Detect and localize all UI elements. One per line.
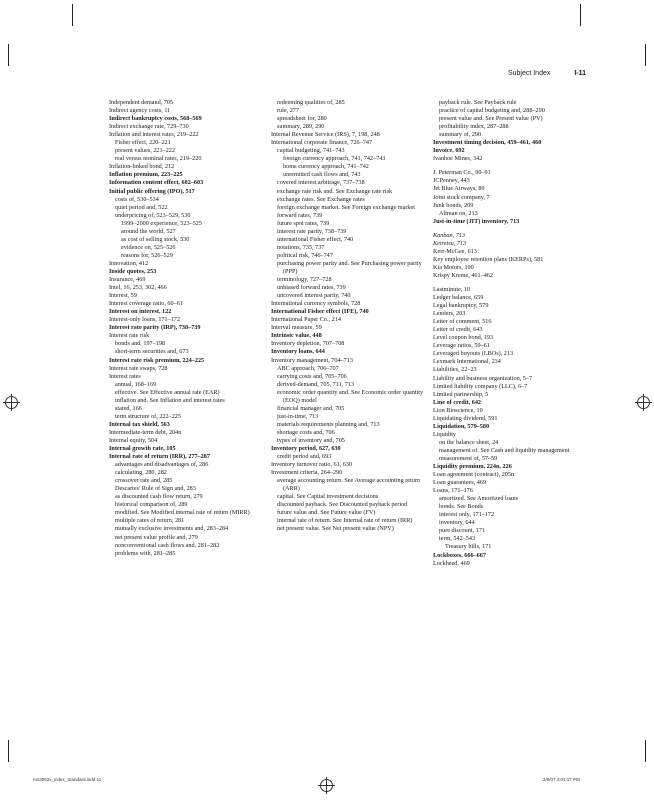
index-entry: Interest rate swaps, 728: [109, 364, 168, 372]
registration-mark-right: [637, 396, 650, 409]
index-entry: Kanban, 713: [433, 231, 465, 239]
index-subentry: multiple rates of return, 281: [115, 517, 185, 525]
index-subentry: Fisher effect, 220–221: [115, 139, 171, 147]
index-subentry: future spot rates, 739: [277, 219, 330, 227]
index-column-3: [433, 99, 595, 568]
index-subentry: average accounting return. See Average accounting return (ARR): [277, 477, 420, 493]
index-subentry: capital budgeting, 741–743: [277, 147, 345, 155]
index-subentry: crossover rate and, 285: [115, 477, 173, 485]
index-entry: Interval measure, 59: [271, 324, 322, 332]
index-entry: Liquidity premium, 224n, 226: [433, 463, 512, 471]
index-subentry: foreign exchange market. See Foreign exchange market: [277, 203, 415, 211]
index-entry: Lexmark International, 234: [433, 358, 501, 366]
index-entry: Internal growth rate, 105: [109, 445, 176, 453]
index-subentry: management of. See Cash and liquidity management: [439, 446, 570, 454]
index-entry: Line of credit, 642: [433, 398, 482, 406]
index-entry: J. Peterman Co., 90–91: [433, 169, 491, 177]
index-entry: Level coupon bond, 193: [433, 334, 494, 342]
index-entry: Internal rate of return (IRR), 277–287: [109, 453, 210, 461]
index-entry: Letter of comment, 516: [433, 318, 492, 326]
index-entry: Interest-only loans, 171–172: [109, 316, 180, 324]
index-entry: Letter of credit, 643: [433, 326, 483, 334]
index-subentry: pure discount, 171: [439, 527, 485, 535]
index-entry: Information content effect, 602–603: [109, 179, 204, 187]
index-entry: Interest rate parity (IRP), 738–739: [109, 324, 201, 332]
index-subentry: underpricing of, 523–529, 530: [115, 211, 191, 219]
index-subentry: Altman on, 213: [439, 209, 478, 217]
index-subentry: annual, 168–169: [115, 380, 157, 388]
index-subentry: evidence on, 525–526: [121, 243, 176, 251]
index-subentry: terminology, 727–728: [277, 276, 332, 284]
index-subentry: discounted payback. See Discounted payback period: [277, 501, 408, 509]
index-entry: Investment criteria, 264–290: [271, 469, 343, 477]
index-subentry: measurement of, 57–59: [439, 454, 498, 462]
index-subentry: stated, 166: [115, 404, 142, 412]
index-subentry: reasons for, 526–529: [121, 251, 173, 259]
index-entry: Internal tax shield, 563: [109, 420, 170, 428]
index-entry: Loan guarantees, 469: [433, 479, 487, 487]
index-entry: Krispy Kreme, 461–462: [433, 271, 493, 279]
crop-mark: [72, 4, 73, 26]
index-entry: Interest, 59: [109, 292, 137, 300]
index-entry: Inflation-linked bond, 212: [109, 163, 175, 171]
crop-mark: [580, 4, 581, 26]
crop-mark: [645, 740, 646, 762]
index-subentry: home currency approach, 741–742: [283, 163, 369, 171]
index-entry: Interest rate risk premium, 224–225: [109, 356, 205, 364]
index-entry: Loan agreement (contract), 205n: [433, 471, 515, 479]
index-subentry: historical comparison of, 289: [115, 501, 188, 509]
index-entry: Loans, 171–176: [433, 487, 473, 495]
index-entry: Inventory period, 627, 630: [271, 445, 341, 453]
index-subentry: carrying costs and, 705–706: [277, 372, 347, 380]
index-subentry: Treasury bills, 171: [445, 543, 492, 551]
index-subentry: notations, 735, 737: [277, 243, 325, 251]
index-entry: International currency symbols, 728: [271, 300, 361, 308]
index-subentry: net present value. See Net present value (NPV): [277, 525, 394, 533]
index-entry: Internal equity, 504: [109, 436, 158, 444]
index-subentry: summary of, 290: [439, 131, 482, 139]
crop-mark: [645, 44, 646, 66]
index-entry: Key employee retention plans (KERPs), 581: [433, 255, 544, 263]
index-subentry: problems with, 281–285: [115, 549, 176, 557]
index-entry: Interest coverage ratio, 60–61: [109, 300, 183, 308]
index-subentry: economic order quantity and. See Economic order quantity (EOQ) model: [277, 388, 424, 404]
index-entry: Leverage ratios, 59–61: [433, 342, 490, 350]
index-entry: Liquidity: [433, 430, 457, 438]
index-entry: Kerr-McGee, 613: [433, 247, 477, 255]
index-entry: Inventory management, 704–713: [271, 356, 353, 364]
index-entry: Liability and business organization, 5–7: [433, 374, 533, 382]
registration-mark-bottom: [320, 779, 333, 792]
index-subentry: future value and. See Future value (FV): [277, 509, 376, 517]
index-entry: Lockheed, 469: [433, 559, 470, 567]
index-entry: Insurance, 469: [109, 276, 146, 284]
index-entry: JCPenney, 443: [433, 177, 470, 185]
index-entry: Independent demand, 705: [109, 99, 174, 106]
index-subentry: 1999–2000 experience, 523–525: [121, 219, 202, 227]
index-subentry: advantages and disadvantages of, 286: [115, 461, 209, 469]
index-subentry: bonds. See Bonds: [439, 503, 484, 511]
index-entry: Internal Revenue Service (IRS), 7, 198, 248: [271, 131, 380, 139]
index-subentry: Descartes' Rule of Sign and, 283: [115, 485, 196, 493]
index-subentry: term structure of, 222–225: [115, 412, 181, 420]
index-subentry: unremitted cash flows and, 743: [283, 171, 361, 179]
index-subentry: practice of capital budgeting and, 288–290: [439, 107, 545, 115]
index-entry: Legal bankruptcy, 579: [433, 302, 489, 310]
index-subentry: financial manager and, 705: [277, 404, 345, 412]
index-subentry: unbiased forward rates, 739: [277, 284, 346, 292]
crop-mark: [8, 740, 9, 762]
page-number: I-11: [574, 70, 586, 77]
index-subentry: redeeming qualities of, 285: [277, 99, 345, 106]
section-title: Subject Index: [507, 70, 551, 77]
index-entry: Leveraged buyouts (LBOs), 213: [433, 350, 514, 358]
index-subentry: inventory, 644: [439, 519, 475, 527]
index-entry: Lenders, 203: [433, 310, 466, 318]
index-entry: Inflation and interest rates, 219–222: [109, 131, 199, 139]
index-subentry: profitability index, 287–288: [439, 123, 509, 131]
index-subentry: calculating, 280, 282: [115, 469, 167, 477]
index-entry: Lockboxes, 666–667: [433, 551, 486, 559]
index-subentry: rule, 277: [277, 107, 299, 115]
index-column-1: [109, 99, 271, 558]
index-entry: Initial public offering (IPO), 517: [109, 187, 195, 195]
index-entry: Just-in-time (JIT) inventory, 713: [433, 217, 520, 225]
index-subentry: present values, 221–222: [115, 147, 175, 155]
index-entry: Invoice, 692: [433, 147, 465, 155]
index-entry: Intel, 16, 253, 302, 466: [109, 284, 167, 292]
index-subentry: derived-demand, 705, 711, 713: [277, 380, 355, 388]
index-entry: Inventory loans, 644: [271, 348, 325, 356]
index-subentry: covered interest arbitrage, 737–738: [277, 179, 365, 187]
running-header: [508, 70, 586, 77]
footer-timestamp: 2/9/07 4:01:17 PM: [543, 777, 580, 782]
index-subentry: bonds and, 197–198: [115, 340, 166, 348]
index-subentry: spreadsheet for, 280: [277, 115, 327, 123]
index-subentry: around the world, 527: [121, 227, 176, 235]
crop-mark: [8, 44, 9, 66]
index-subentry: costs of, 530–534: [115, 195, 159, 203]
index-entry: Lion Bioscience, 10: [433, 406, 483, 414]
index-subentry: exchange rates. See Exchange rates: [277, 195, 365, 203]
index-subentry: foreign currency approach, 741, 742–743: [283, 155, 386, 163]
index-entry: International Paper Co., 214: [271, 316, 341, 324]
index-entry: International Fisher effect (IFE), 740: [271, 308, 369, 316]
footer-file-slug: ros3062x_index_Standard.indd 11: [33, 777, 102, 782]
index-subentry: present value and. See Present value (PV): [439, 115, 543, 123]
index-subentry: term, 542–543: [439, 535, 476, 543]
index-entry: Jet Blue Airways, 89: [433, 185, 485, 193]
index-entry: Ledger balance, 659: [433, 294, 484, 302]
index-subentry: shortage costs and, 706: [277, 428, 335, 436]
index-subentry: international Fisher effect, 740: [277, 235, 354, 243]
index-entry: Liquidating dividend, 591: [433, 414, 498, 422]
index-subentry: types of inventory and, 705: [277, 436, 345, 444]
index-entry: Indirect agency costs, 11: [109, 107, 171, 115]
index-subentry: materials requirements planning and, 713: [277, 420, 380, 428]
index-subentry: short-term securities and, 673: [115, 348, 189, 356]
index-subentry: as discounted cash flow return, 279: [115, 493, 203, 501]
index-entry: Interest rate risk: [109, 332, 150, 340]
index-entry: Kia Motors, 100: [433, 263, 474, 271]
index-entry: Joint stock company, 7: [433, 193, 490, 201]
index-entry: Intermediate-term debt, 204n: [109, 428, 182, 436]
index-subentry: quiet period and, 522: [115, 203, 168, 211]
index-entry: International corporate finance, 726–747: [271, 139, 373, 147]
index-subentry: purchasing power parity and. See Purchasing power parity (PPP): [277, 259, 422, 275]
index-subentry: forward rates, 739: [277, 211, 323, 219]
index-subentry: real versus nominal rates, 219–220: [115, 155, 202, 163]
index-entry: Intrinsic value, 448: [271, 332, 322, 340]
index-column-2: [271, 99, 433, 534]
registration-mark-left: [5, 396, 18, 409]
index-entry: Investment timing decision, 459–461, 460: [433, 139, 542, 147]
index-subentry: exchange rate risk and. See Exchange rate risk: [277, 187, 393, 195]
index-subentry: amortized. See Amortized loans: [439, 495, 519, 503]
index-entry: Limited liability company (LLC), 6–7: [433, 382, 528, 390]
index-subentry: capital. See Capital investment decisions: [277, 493, 379, 501]
index-subentry: summary, 289, 290: [277, 123, 325, 131]
index-entry: Interest on interest, 122: [109, 308, 172, 316]
index-subentry: modified. See Modified internal rate of return (MIRR): [115, 509, 250, 517]
index-entry: Indirect exchange rate, 729–730: [109, 123, 189, 131]
index-entry: Ivanhoe Mines, 342: [433, 155, 483, 163]
index-entry: Inflation premium, 223–225: [109, 171, 183, 179]
index-entry: Lastminute, 10: [433, 285, 471, 293]
index-entry: Liabilities, 22–23: [433, 366, 477, 374]
index-subentry: mutually exclusive investments and, 283–284: [115, 525, 229, 533]
index-subentry: uncovered interest parity, 740: [277, 292, 351, 300]
index-entry: Inside quotes, 253: [109, 267, 157, 275]
index-subentry: political risk, 746–747: [277, 251, 333, 259]
index-subentry: effective. See Effective annual rate (EAR): [115, 388, 220, 396]
index-subentry: net present value profile and, 279: [115, 533, 198, 541]
index-subentry: ABC approach, 706–707: [277, 364, 339, 372]
index-subentry: interest rate parity, 738–739: [277, 227, 347, 235]
index-entry: Inventory turnover ratio, 61, 630: [271, 461, 353, 469]
index-subentry: on the balance sheet, 24: [439, 438, 499, 446]
index-subentry: just-in-time, 713: [277, 412, 319, 420]
index-entry: Limited partnership, 5: [433, 390, 489, 398]
index-subentry: credit period and, 693: [277, 453, 332, 461]
index-entry: Junk bonds, 209: [433, 201, 474, 209]
index-entry: Liquidation, 579–580: [433, 422, 490, 430]
index-entry: Innovation, 412: [109, 259, 149, 267]
index-subentry: nonconventional cash flows and, 281–282: [115, 541, 220, 549]
index-subentry: interest only, 171–172: [439, 511, 495, 519]
index-entry: Indirect bankruptcy costs, 568–569: [109, 115, 202, 123]
index-subentry: internal rate of return. See Internal rate of return (IRR): [277, 517, 413, 525]
index-entry: Keiretsu, 713: [433, 239, 467, 247]
index-subentry: inflation and. See Inflation and interest rates: [115, 396, 225, 404]
index-entry: Interest rates: [109, 372, 141, 380]
index-subentry: payback rule. See Payback rule: [439, 99, 517, 106]
index-entry: Inventory depletion, 707–708: [271, 340, 345, 348]
index-subentry: as cost of selling stock, 530: [121, 235, 190, 243]
